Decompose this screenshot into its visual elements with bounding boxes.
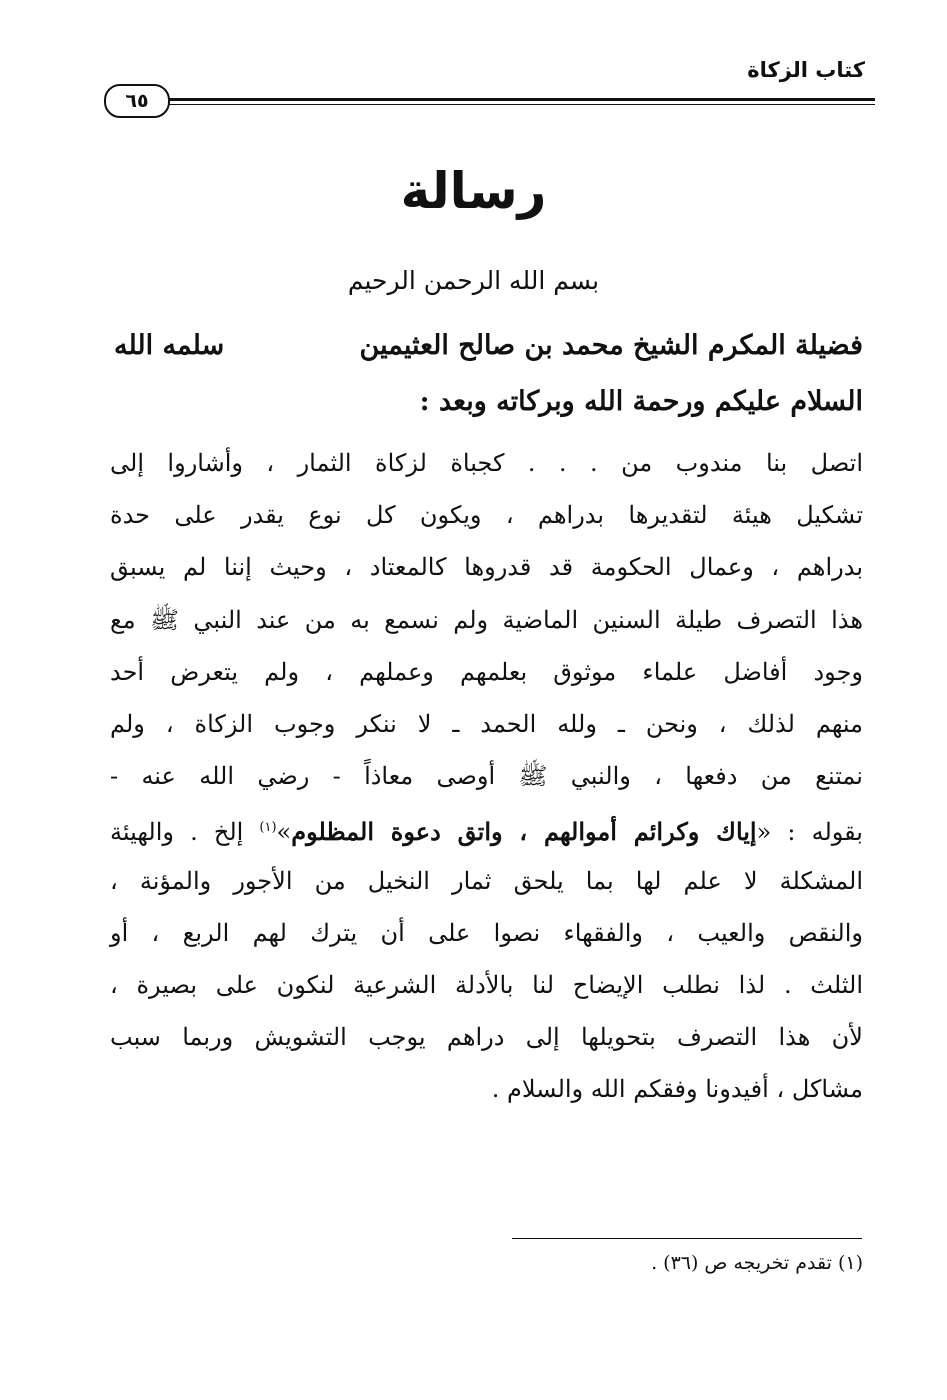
body-line: المشكلة لا علم لها بما يلحق ثمار النخيل من الأجور والمؤنة ، — [110, 866, 863, 895]
hadith-suffix: » — [276, 818, 292, 847]
hadith-after: إلخ . والهيئة — [110, 818, 260, 847]
basmala: بسم الله الرحمن الرحيم — [347, 266, 600, 295]
honorific: سلمه الله — [114, 330, 225, 361]
page-header — [0, 0, 947, 130]
body-line: تشكيل هيئة لتقديرها بدراهم ، ويكون كل نوع يقدر على حدة — [110, 501, 863, 530]
body-line: منهم لذلك ، ونحن ـ ولله الحمد ـ لا ننكر وجوب الزكاة ، ولم — [110, 709, 863, 738]
letter-body — [110, 437, 863, 1115]
body-line-last: مشاكل ، أفيدونا وفقكم الله والسلام . — [491, 1075, 863, 1104]
addressee: فضيلة المكرم الشيخ محمد بن صالح العثيمين — [359, 330, 863, 361]
letter-title: رسالة — [400, 162, 547, 220]
body-line: نمتنع من دفعها ، والنبي ﷺ أوصى معاذاً - رضي الله عنه - — [110, 762, 863, 791]
greeting: السلام عليكم ورحمة الله وبركاته وبعد : — [419, 386, 863, 417]
addressee-line — [114, 330, 863, 376]
body-line: الثلث . لذا نطلب الإيضاح لنا بالأدلة الشرعية لنكون على بصيرة ، — [110, 970, 864, 999]
footnote-separator — [512, 1238, 862, 1239]
page-number: ٦٥ — [104, 84, 170, 118]
body-line: هذا التصرف طيلة السنين الماضية ولم نسمع به من عند النبي ﷺ مع — [110, 605, 863, 634]
header-rule-thick — [162, 98, 875, 101]
body-line: لأن هذا التصرف بتحويلها إلى دراهم يوجب التشويش وربما سبب — [110, 1023, 863, 1052]
header-rule-thin — [162, 104, 875, 105]
hadith-quote: إياك وكرائم أموالهم ، واتق دعوة المظلوم — [291, 817, 757, 847]
footnote: (١) تقدم تخريجه ص (٣٦) . — [651, 1252, 863, 1274]
hadith-line — [110, 802, 863, 854]
body-line: والنقص والعيب ، والفقهاء نصوا على أن يترك لهم الربع ، أو — [110, 918, 863, 947]
hadith-prefix: بقوله : « — [756, 818, 863, 847]
body-line: اتصل بنا مندوب من . . . كجباة لزكاة الثمار ، وأشاروا إلى — [110, 449, 863, 477]
running-book-title: كتاب الزكاة — [747, 58, 865, 82]
footnote-marker: (١) — [259, 820, 277, 836]
body-line: وجود أفاضل علماء موثوق بعلمهم وعملهم ، ولم يتعرض أحد — [110, 657, 863, 686]
body-line: بدراهم ، وعمال الحكومة قد قدروها كالمعتاد ، وحيث إننا لم يسبق — [110, 553, 863, 582]
